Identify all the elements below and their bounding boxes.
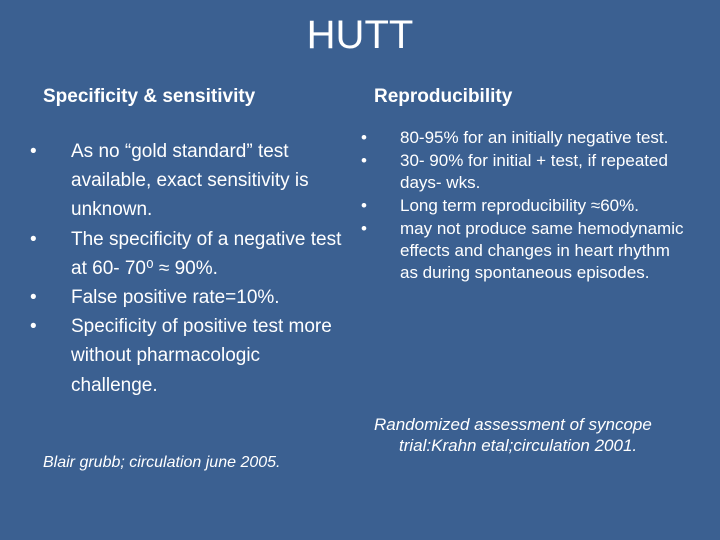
left-bullet-list bbox=[30, 137, 350, 400]
left-bullet-item: • Specificity of positive test more without pharmacologic challenge. bbox=[30, 312, 350, 400]
left-column-heading: Specificity & sensitivity bbox=[43, 86, 256, 107]
right-bullet-item: • Long term reproducibility ≈60%. bbox=[361, 195, 691, 217]
slide-title: HUTT bbox=[306, 13, 414, 57]
right-citation: Randomized assessment of syncope trial:Krahn etal;circulation 2001. bbox=[374, 415, 652, 455]
left-citation: Blair grubb; circulation june 2005. bbox=[43, 454, 281, 471]
right-bullet-item: • 80-95% for an initially negative test. bbox=[361, 127, 691, 149]
left-bullet-item: • False positive rate=10%. bbox=[30, 283, 350, 312]
right-bullet-item: • 30- 90% for initial + test, if repeated days- wks. bbox=[361, 150, 691, 194]
right-bullet-item: • may not produce same hemodynamic effects and changes in heart rhythm as during spontaneous episodes. bbox=[361, 218, 691, 284]
left-bullet-item: • As no “gold standard” test available, exact sensitivity is unknown. bbox=[30, 137, 350, 225]
right-bullet-list bbox=[361, 127, 691, 285]
left-bullet-item: • The specificity of a negative test at 60- 70⁰ ≈ 90%. bbox=[30, 225, 350, 283]
right-column-heading: Reproducibility bbox=[374, 86, 513, 107]
